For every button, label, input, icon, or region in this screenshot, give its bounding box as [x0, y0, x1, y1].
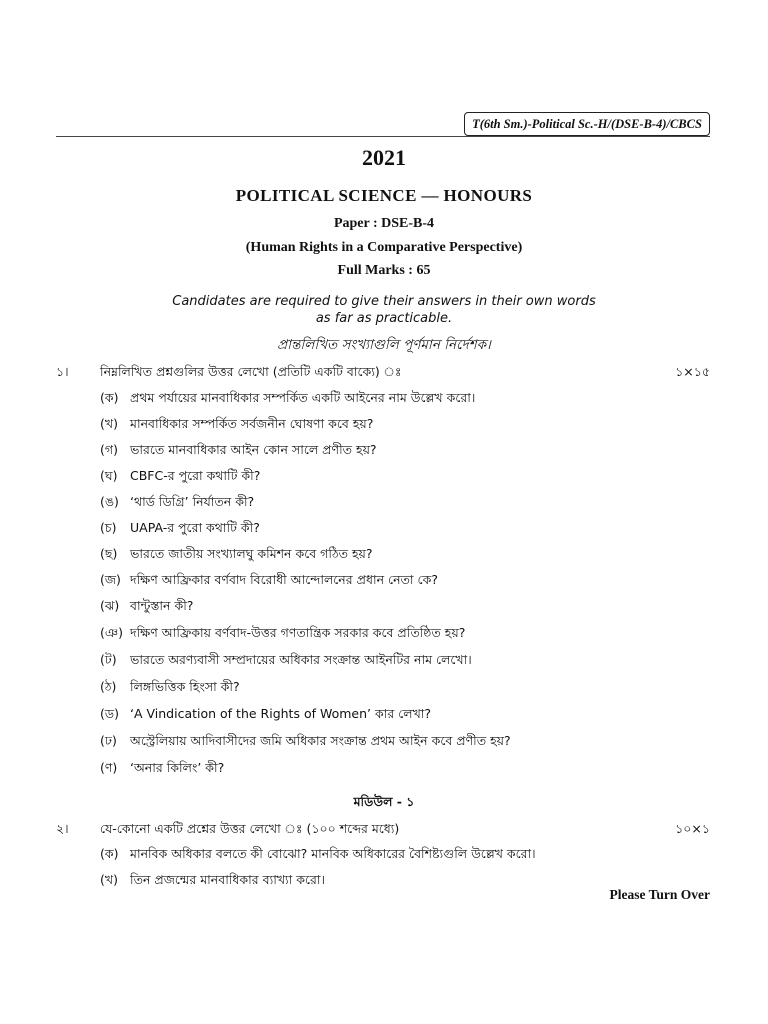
module-heading: মডিউল - ১: [353, 794, 415, 809]
sub-question-label: (ঝ): [100, 598, 120, 613]
marks-note: প্রান্তলিখিত সংখ্যাগুলি পূর্ণমান নির্দেশক।: [277, 337, 491, 353]
sub-question-text: ‘অনার কিলিং’ কী?: [130, 760, 225, 775]
exam-year: 2021: [362, 145, 406, 170]
sub-question-text: ভারতে মানবাধিকার আইন কোন সালে প্রণীত হয়?: [130, 442, 377, 457]
sub-question: [100, 416, 710, 436]
subject-title: POLITICAL SCIENCE — HONOURS: [235, 186, 533, 205]
sub-question-text: বান্টুস্তান কী?: [130, 598, 194, 613]
sub-question-text: UAPA-র পুরো কথাটি কী?: [130, 520, 260, 535]
sub-question-label: (ঠ): [100, 679, 117, 694]
question-2: [56, 821, 710, 841]
sub-question-label: (ঘ): [100, 468, 118, 483]
sub-question-text: ‘A Vindication of the Rights of Women’ কার লেখা?: [130, 706, 432, 721]
sub-question-label: (খ): [100, 872, 118, 887]
question-marks: ১×১৫: [675, 364, 710, 379]
sub-question-label: (গ): [100, 442, 118, 457]
please-turn-over: Please Turn Over: [609, 887, 710, 902]
full-marks: Full Marks : 65: [337, 263, 431, 278]
instruction-line-1: Candidates are required to give their answers in their own words: [172, 294, 596, 309]
course-title: (Human Rights in a Comparative Perspective): [245, 240, 523, 255]
sub-question-text: দক্ষিণ আফ্রিকার বর্ণবাদ বিরোধী আন্দোলনের প্রধান নেতা কে?: [130, 572, 438, 587]
sub-question: [100, 760, 710, 780]
sub-question-label: (চ): [100, 520, 117, 535]
question-marks: ১০×১: [675, 821, 710, 836]
sub-question-text: তিন প্রজন্মের মানবাধিকার ব্যাখ্যা করো।: [130, 872, 326, 887]
sub-question: [100, 706, 710, 726]
sub-question: [100, 520, 710, 540]
sub-question: [100, 468, 710, 488]
sub-question-text: লিঙ্গভিত্তিক হিংসা কী?: [130, 679, 240, 694]
sub-question-text: ‘থার্ড ডিগ্রি’ নির্যাতন কী?: [130, 494, 255, 509]
sub-question: [100, 679, 710, 699]
question-1: [56, 364, 710, 384]
instruction-line-2: as far as practicable.: [315, 311, 453, 326]
sub-question: [100, 652, 710, 672]
sub-question-text: মানবিক অধিকার বলতে কী বোঝো? মানবিক অধিকারের বৈশিষ্ট্যগুলি উল্লেখ করো।: [130, 846, 536, 861]
instructions: [0, 293, 768, 327]
sub-question-label: (ঢ): [100, 733, 117, 748]
sub-question-label: (খ): [100, 416, 118, 431]
sub-question: [100, 625, 710, 645]
sub-question-text: ভারতে অরণ্যবাসী সম্প্রদায়ের অধিকার সংক্রান্ত আইনটির নাম লেখো।: [130, 652, 472, 667]
sub-question-label: (ড): [100, 706, 119, 721]
sub-question-label: (জ): [100, 572, 121, 587]
sub-question-label: (ট): [100, 652, 117, 667]
sub-question-text: মানবাধিকার সম্পর্কিত সর্বজনীন ঘোষণা কবে হয়?: [130, 416, 374, 431]
paper-code: Paper : DSE-B-4: [333, 216, 435, 231]
sub-question: [100, 442, 710, 462]
sub-question-label: (ছ): [100, 546, 118, 561]
sub-question: [100, 546, 710, 566]
sub-question: [100, 494, 710, 514]
sub-question-label: (ণ): [100, 760, 118, 775]
sub-question: [100, 733, 710, 753]
paper-code-box: T(6th Sm.)-Political Sc.-H/(DSE-B-4)/CBCS: [464, 112, 710, 136]
sub-question-label: (ক): [100, 846, 119, 861]
question-text: নিম্নলিখিত প্রশ্নগুলির উত্তর লেখো (প্রতিটি একটি বাক্যে) ঃ: [100, 364, 402, 379]
sub-question-text: প্রথম পর্যায়ের মানবাধিকার সম্পর্কিত একটি আইনের নাম উল্লেখ করো।: [130, 390, 476, 405]
sub-question-label: (ক): [100, 390, 119, 405]
sub-question-label: (ঞ): [100, 625, 123, 640]
sub-question: [100, 572, 710, 592]
question-number: ১।: [56, 364, 69, 379]
sub-question: [100, 390, 710, 410]
question-text: যে-কোনো একটি প্রশ্নের উত্তর লেখো ঃ (১০০ শব্দের মধ্যে): [100, 821, 400, 836]
question-number: ২।: [56, 821, 69, 836]
sub-question-text: CBFC-র পুরো কথাটি কী?: [130, 468, 261, 483]
sub-question-text: অস্ট্রেলিয়ায় আদিবাসীদের জমি অধিকার সংক্রান্ত প্রথম আইন কবে প্রণীত হয়?: [130, 733, 511, 748]
sub-question-text: দক্ষিণ আফ্রিকায় বর্ণবাদ-উত্তর গণতান্ত্রিক সরকার কবে প্রতিষ্ঠিত হয়?: [130, 625, 466, 640]
sub-question: [100, 598, 710, 618]
header-rule: [56, 136, 710, 137]
sub-question: [100, 846, 710, 866]
sub-question-label: (ঙ): [100, 494, 119, 509]
sub-question-text: ভারতে জাতীয় সংখ্যালঘু কমিশন কবে গঠিত হয়?: [130, 546, 373, 561]
